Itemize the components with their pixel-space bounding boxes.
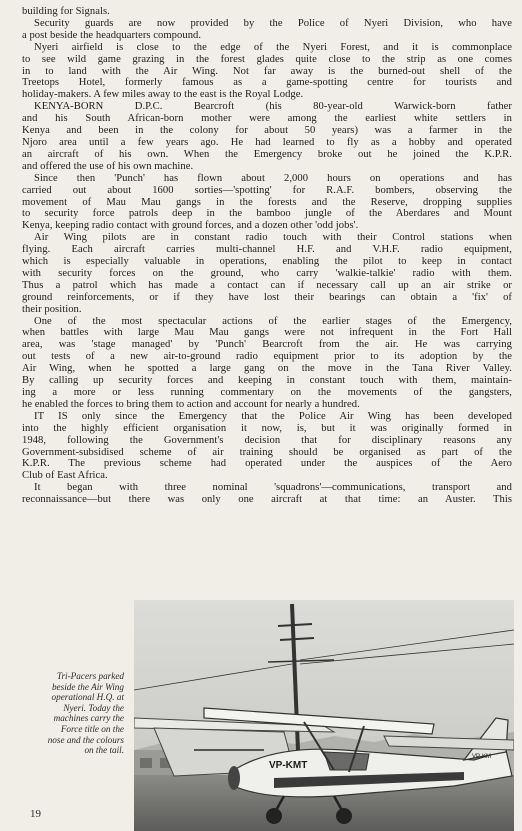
article-line: and his South African-born mother were among the earliest white settlers in: [22, 113, 512, 125]
article-line: carried out about 1600 sorties—'spotting' for R.A.F. bombers, observing the: [22, 184, 512, 196]
page-number: 19: [30, 808, 41, 820]
article-line: and offered the use of his own machine.: [22, 160, 194, 172]
article-line: Thus a patrol which has made a contact can if necessary call up an air strike or: [22, 279, 512, 291]
article-line: their position.: [22, 303, 82, 315]
article-line: in to land with the Air Wing. Not far away is the burned-out shell of the: [22, 65, 512, 77]
article-line: flying. Each aircraft carries multi-channel H.F. and V.H.F. radio equipment,: [22, 244, 512, 256]
article-line: building for Signals.: [22, 6, 110, 17]
article-line: Air Wing, when he spotted a large gang on the move in the Tana River Valley.: [22, 363, 512, 375]
article-line: IT IS only since the Emergency that the Police Air Wing has been developed: [34, 410, 512, 422]
article-line: 1948, following the Government's decision that for disciplinary reasons any: [22, 434, 512, 446]
photo-caption: [20, 671, 124, 756]
caption-line: Force title on the: [60, 723, 124, 734]
aircraft-photo-illustration: [134, 600, 514, 831]
article-line: ground reinforcements, or if they have lost their bearings can obtain a 'fix' of: [22, 291, 512, 303]
article-line: ing a more or less running commentary on the movements of the gangsters,: [22, 387, 512, 398]
article-line: It began with three nominal 'squadrons'—communications, transport and: [34, 482, 512, 494]
caption-line: Tri-Pacers parked: [56, 671, 124, 681]
article-line: Government-subsidised scheme of air training should be organised as part of the: [22, 446, 512, 458]
article-line: reconnaissance—but there was only one aircraft at that time: an Auster. This: [22, 494, 512, 506]
article-line: Club of East Africa.: [22, 470, 108, 482]
article-line: Nyeri airfield is close to the edge of the Nyeri Forest, and it is commonplace: [34, 41, 512, 53]
caption-line: on the tail.: [84, 745, 124, 756]
article-line: K.P.R. The previous scheme had operated under the auspices of the Aero: [22, 458, 512, 470]
article-line: Air Wing pilots are in constant radio touch with their Control stations when: [34, 232, 512, 244]
article-line: with security forces on the ground, who carry 'walkie-talkie' radio with them.: [22, 267, 512, 279]
article-body: [22, 6, 512, 506]
article-line: to security force patrols deep in the bamboo jungle of the Aberdares and Mount: [22, 208, 512, 220]
article-line: Security guards are now provided by the Police of Nyeri Division, who have: [34, 17, 512, 29]
article-line: into the highly efficient organisation it now, is, but it was originally formed in: [22, 422, 512, 434]
article-line: Kenya and been in the colony for about 50 years) was a farmer in the: [22, 125, 512, 137]
article-line: an aircraft of his own. When the Emergency broke out he joined the K.P.R.: [22, 148, 512, 160]
caption-line: machines carry the: [53, 713, 124, 724]
caption-line: operational H.Q. at: [51, 692, 124, 703]
aircraft-tail-mark: VP-KM: [472, 754, 492, 760]
article-line: By calling up security forces and keeping in constant touch with them, maintain-: [22, 375, 512, 387]
article-line: Since then 'Punch' has flown about 2,000 hours on operations and has: [34, 172, 512, 184]
article-line: Treetops Hotel, formerly famous as a game-spotting centre for tourists and: [22, 77, 512, 89]
caption-line: nose and the colours: [47, 734, 124, 745]
caption-line: beside the Air Wing: [51, 681, 124, 692]
article-line: out tests of a new air-to-ground radio equipment prior to its adoption by the: [22, 351, 512, 363]
article-line: KENYA-BORN D.P.C. Bearcroft (his 80-year-old Warwick-born father: [34, 101, 512, 113]
article-line: to see wild game grazing in the forest glades quite close to the strip as one comes: [22, 53, 512, 65]
article-line: a post beside the headquarters compound.: [22, 29, 202, 41]
article-line: Njoro area until a few years ago. He had learned to fly as a hobby and operated: [22, 136, 512, 148]
article-line: which is especially valuable in operations, enabling the pilot to keep in contact: [22, 256, 512, 268]
aircraft-photo: [134, 600, 514, 831]
aircraft-registration: VP-KMT: [269, 760, 308, 771]
caption-line: Nyeri. Today the: [63, 702, 124, 713]
article-line: holiday-makers. A few miles away to the east is the Royal Lodge.: [22, 89, 304, 101]
article-line: Kenya, keeping radio contact with ground forces, and a dozen other 'odd jobs'.: [22, 220, 359, 232]
article-line: movement of Mau Mau gangs in the forests and the Reserve, dropping supplies: [22, 196, 512, 208]
article-line: area, was 'stage managed' by 'Punch' Bearcroft from the air. He was carrying: [22, 339, 512, 351]
article-line: when battles with large Mau Mau gangs were not infrequent in the Fort Hall: [22, 327, 512, 339]
article-line: One of the most spectacular actions of the earlier stages of the Emergency,: [34, 315, 512, 327]
article-line: he enabled the forces to bring them to action and account for nearly a hundred.: [22, 398, 360, 410]
